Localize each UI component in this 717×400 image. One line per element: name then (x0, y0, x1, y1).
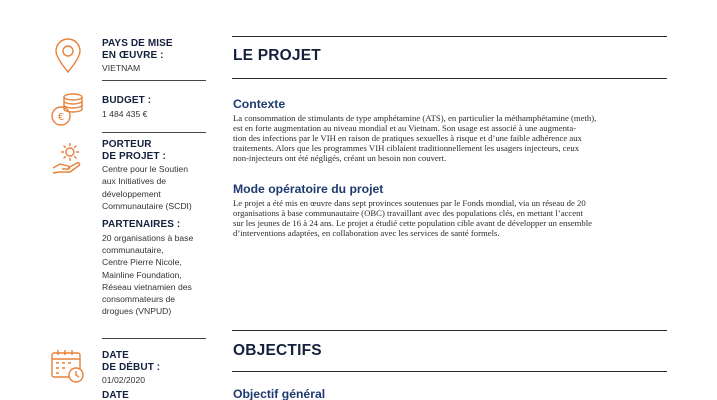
section-rule (232, 371, 667, 372)
sidebar-divider (102, 338, 206, 339)
budget-value: 1 484 435 € (102, 108, 148, 119)
projet-heading: LE PROJET (233, 47, 321, 64)
section-rule (232, 36, 667, 37)
sidebar-divider (102, 132, 206, 133)
start-date-value: 01/02/2020 (102, 375, 146, 385)
objectif-general-heading: Objectif général (233, 387, 326, 400)
section-rule (232, 78, 667, 79)
start-date-label: DATE DE DÉBUT : (102, 350, 161, 373)
svg-text:€: € (57, 112, 65, 123)
owner-value: Centre pour le Soutien aux Initiatives de développement Communautaire (SCDI) (102, 164, 192, 211)
location-pin-icon (50, 38, 86, 74)
calendar-clock-icon (50, 349, 86, 385)
main-content (232, 0, 667, 400)
mode-heading: Mode opératoire du projet (233, 182, 384, 196)
country-label: PAYS DE MISE EN ŒUVRE : (102, 38, 173, 61)
country-value: VIETNAM (102, 63, 141, 73)
mode-paragraph: Le projet a été mis en œuvre dans sept provinces soutenues par le Fonds mondial, via un réseau de 20 organisations à base communautaire (OBC) travaillant avec des populations clés, en mettant l’accent sur les jeunes de 16 à 24 ans. Le projet a étudié cette population cible avant de développer un ensemble d’interventions adaptées, en collaboration avec les services de santé formels. (233, 198, 592, 239)
partners-value: 20 organisations à base communautaire, Centre Pierre Nicole, Mainline Foundation, Réseau vietnamien des consommateurs de drogues (VNPUD) (102, 232, 194, 317)
end-date-label: DATE (102, 390, 129, 400)
contexte-heading: Contexte (233, 97, 286, 111)
contexte-paragraph: La consommation de stimulants de type amphétamine (ATS), en particulier la méthamphétamine (meth), est en forte augmentation au niveau mondial et au Vietnam. Son usage est associé à une augmenta- tion des infections par le VIH en raison de pratiques sexuelles à risque et d’une faible adhérence aux traitements. Alors que les programmes VIH ciblaient traditionnellement les usagers injecteurs, ceux non-injecteurs ont été négligés, créant un besoin non couvert. (233, 113, 597, 164)
objectifs-heading: OBJECTIFS (233, 342, 322, 359)
sidebar-divider (102, 80, 206, 81)
section-rule (232, 330, 667, 331)
coins-euro-icon (50, 92, 86, 128)
partners-label: PARTENAIRES : (102, 219, 181, 231)
budget-label: BUDGET : (102, 95, 152, 106)
project-info-sidebar (0, 0, 210, 400)
owner-label: PORTEUR DE PROJET : (102, 139, 166, 162)
gear-hand-icon (50, 140, 86, 176)
